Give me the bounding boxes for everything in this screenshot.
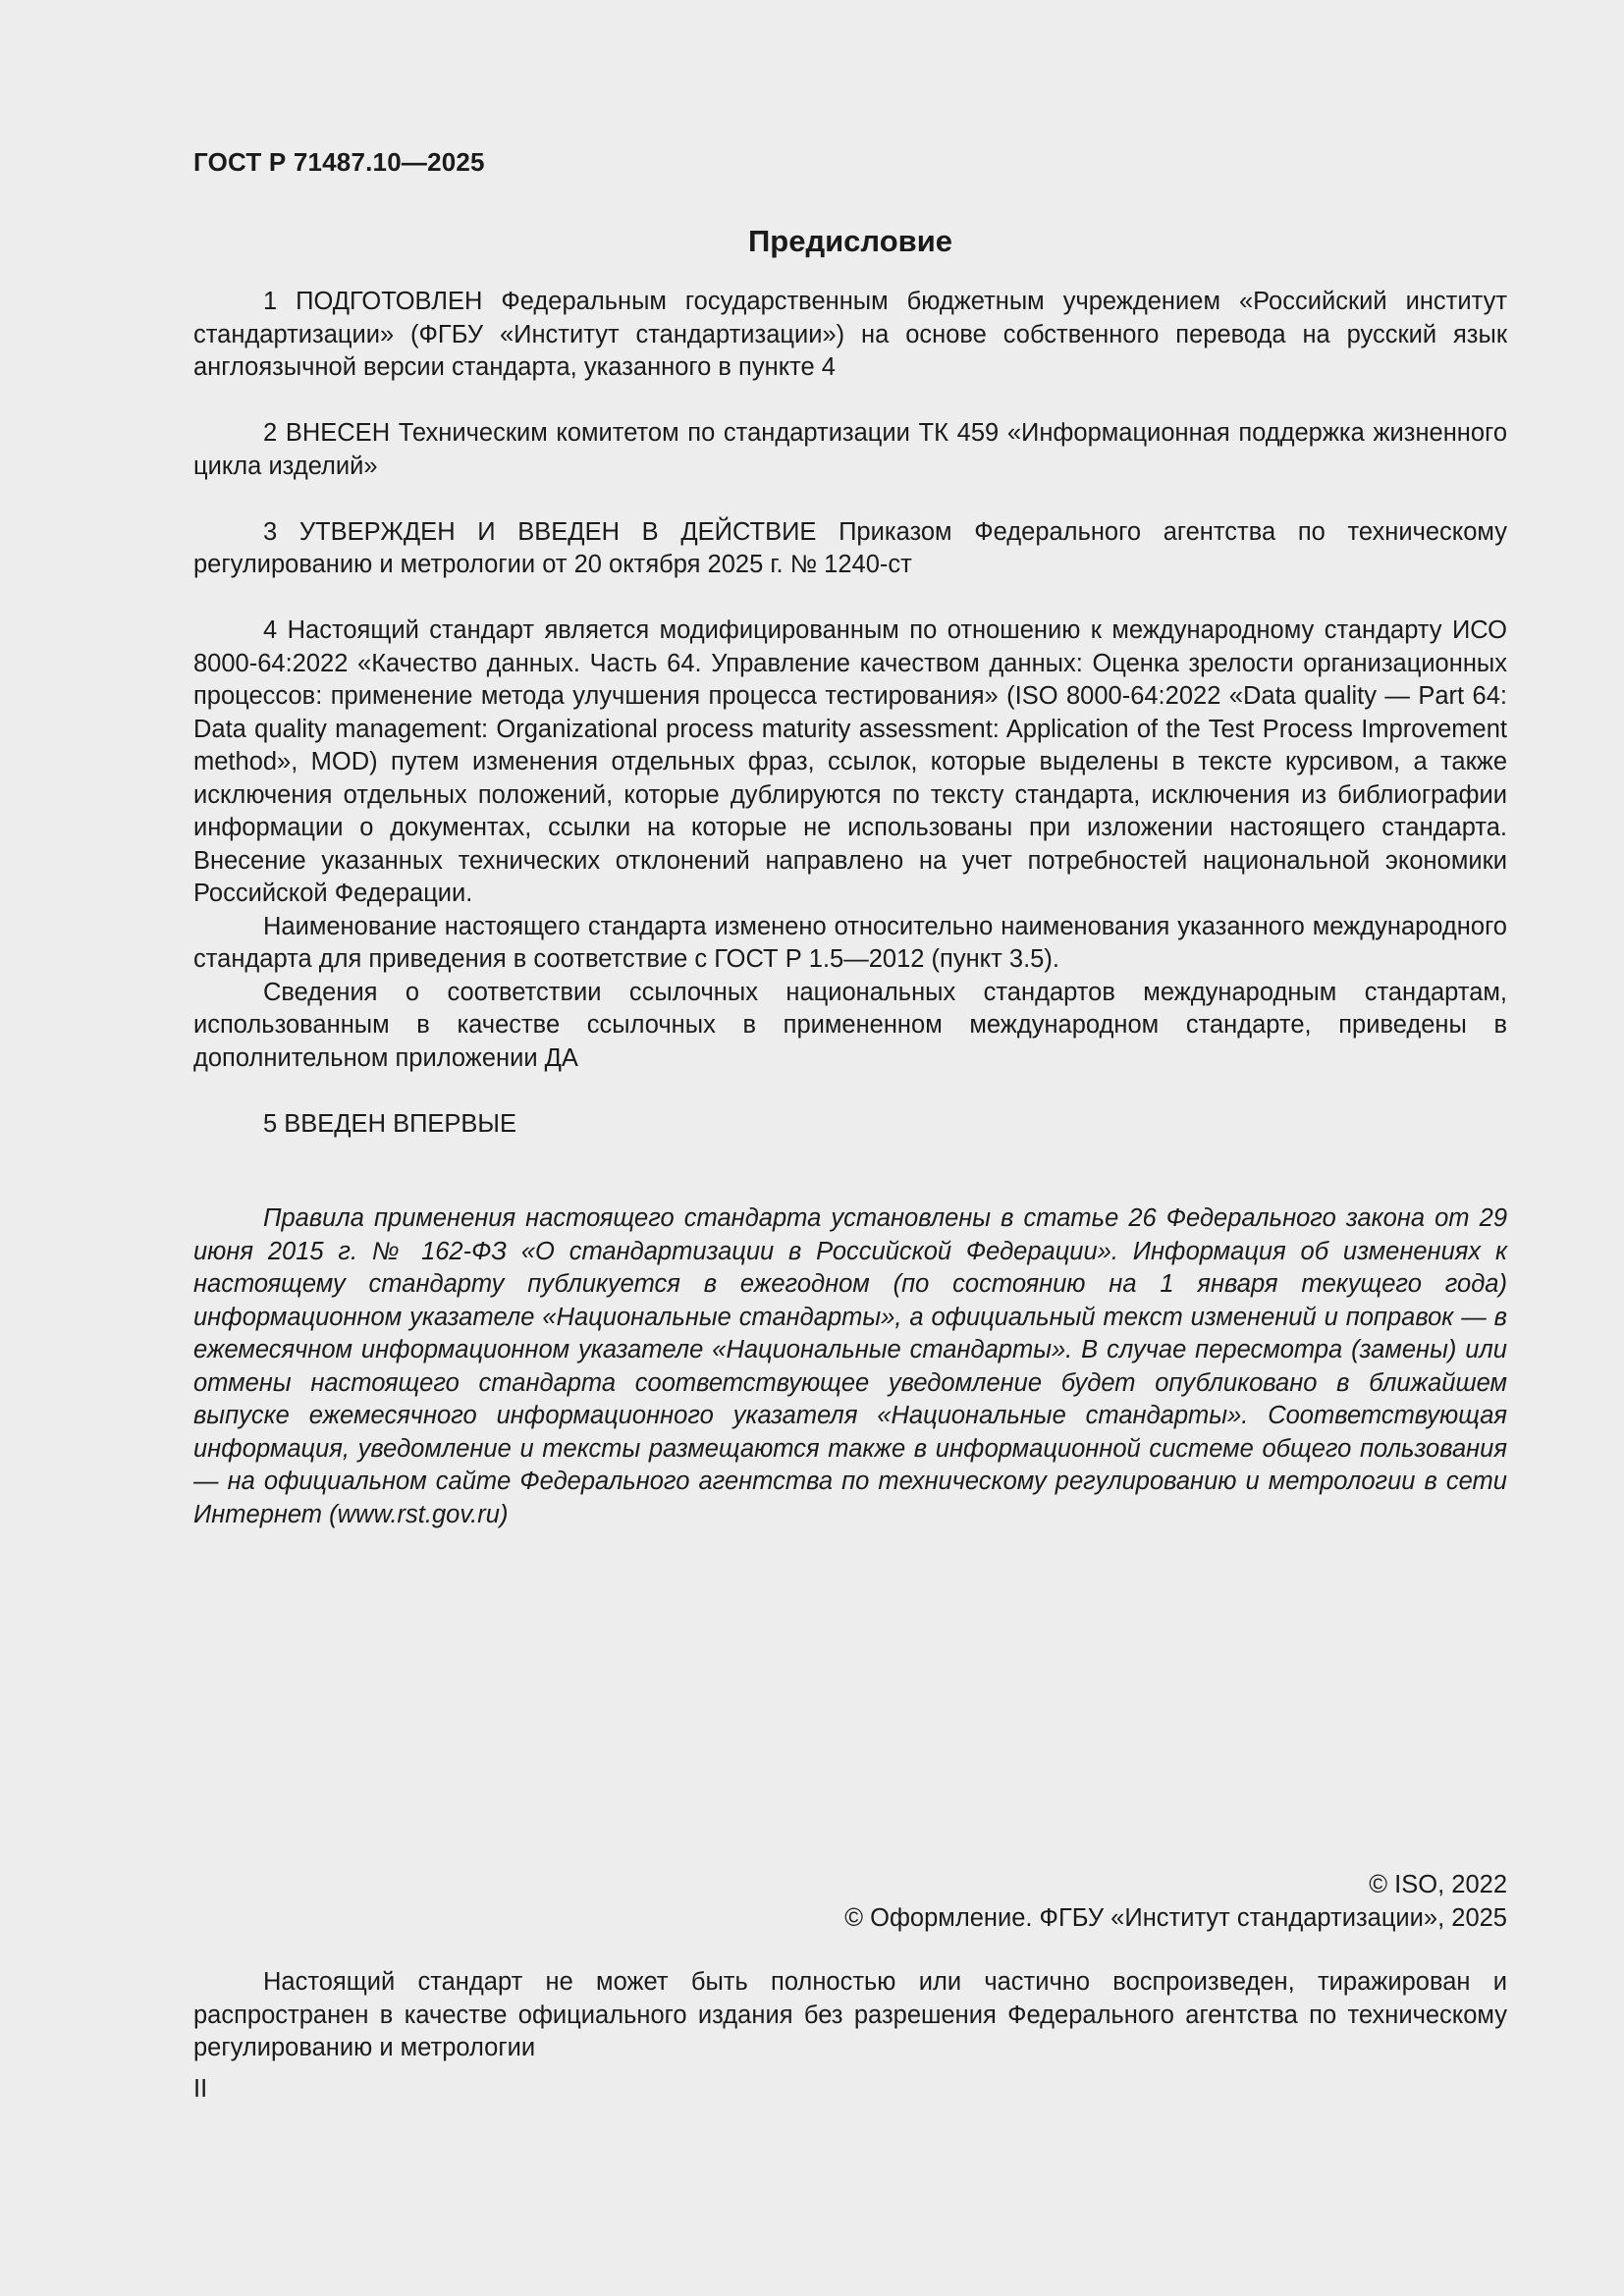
paragraph-approved: 3 УТВЕРЖДЕН И ВВЕДЕН В ДЕЙСТВИЕ Приказом Федерального агентства по техническому регулированию и метрологии от 20 октября 2025 г. № 1240-ст bbox=[193, 517, 1507, 578]
copyright-iso: © ISO, 2022 bbox=[1369, 1871, 1507, 1898]
foreword-body bbox=[193, 286, 1507, 1141]
document-code: ГОСТ Р 71487.10—2025 bbox=[193, 147, 485, 177]
paragraph-references: Сведения о соответствии ссылочных национальных стандартов международным стандартам, использованным в качестве ссылочных в примененном международном стандарте, приведены в дополнительном приложении ДА bbox=[193, 978, 1507, 1072]
reproduction-notice-text: Настоящий стандарт не может быть полностью или частично воспроизведен, тиражирован и распространен в качестве официального издания без разрешения Федерального агентства по техническому регулированию и метрологии bbox=[193, 1968, 1507, 2061]
paragraph-name-changed: Наименование настоящего стандарта изменено относительно наименования указанного международного стандарта для приведения в соответствие с ГОСТ Р 1.5—2012 (пункт 3.5). bbox=[193, 912, 1507, 973]
rules-notice bbox=[193, 1202, 1507, 1531]
copyright-block bbox=[193, 1869, 1507, 1935]
copyright-design: © Оформление. ФГБУ «Институт стандартизации», 2025 bbox=[844, 1903, 1507, 1932]
paragraph-modified-standard: 4 Настоящий стандарт является модифицированным по отношению к международному стандарту ИСО 8000-64:2022 «Качество данных. Часть 64. Управление качеством данных: Оценка зрелости организационных процессов: применение метода улучшения процесса тестирования» (ISO 8000-64:2022 «Data quality — Part 64: Data quality management: Organizational process maturity assessment: Application of the Test Process Improvement method», MOD) путем изменения отдельных фраз, ссылок, которые выделены в тексте курсивом, а также исключения отдельных положений, которые дублируются по тексту стандарта, исключения из библиографии информации о документах, ссылки на которые не использованы при изложении настоящего стандарта. Внесение указанных технических отклонений направлено на учет потребностей национальной экономики Российской Федерации. bbox=[193, 616, 1507, 907]
paragraph-introduced: 2 ВНЕСЕН Техническим комитетом по стандартизации ТК 459 «Информационная поддержка жизненного цикла изделий» bbox=[193, 419, 1507, 480]
rules-notice-text: Правила применения настоящего стандарта установлены в статье 26 Федерального закона от 29 июня 2015 г. № 162-ФЗ «О стандартизации в Российской Федерации». Информация об изменениях к настоящему стандарту публикуется в ежегодном (по состоянию на 1 января текущего года) информационном указателе «Национальные стандарты», а официальный текст изменений и поправок — в ежемесячном информационном указателе «Национальные стандарты». В случае пересмотра (замены) или отмены настоящего стандарта соответствующее уведомление будет опубликовано в ближайшем выпуске ежемесячного информационного указателя «Национальные стандарты». Соответствующая информация, уведомление и тексты размещаются также в информационной системе общего пользования — на официальном сайте Федерального агентства по техническому регулированию и метрологии в сети Интернет (www.rst.gov.ru) bbox=[193, 1204, 1507, 1528]
paragraph-prepared: 1 ПОДГОТОВЛЕН Федеральным государственным бюджетным учреждением «Российский институт стандартизации» (ФГБУ «Институт стандартизации») на основе собственного перевода на русский язык англоязычной версии стандарта, указанного в пункте 4 bbox=[193, 288, 1507, 381]
page-number: II bbox=[193, 2075, 208, 2103]
paragraph-first-introduced: 5 ВВЕДЕН ВПЕРВЫЕ bbox=[263, 1109, 517, 1138]
page-title: Предисловие bbox=[747, 224, 952, 258]
reproduction-notice bbox=[193, 1966, 1507, 2065]
